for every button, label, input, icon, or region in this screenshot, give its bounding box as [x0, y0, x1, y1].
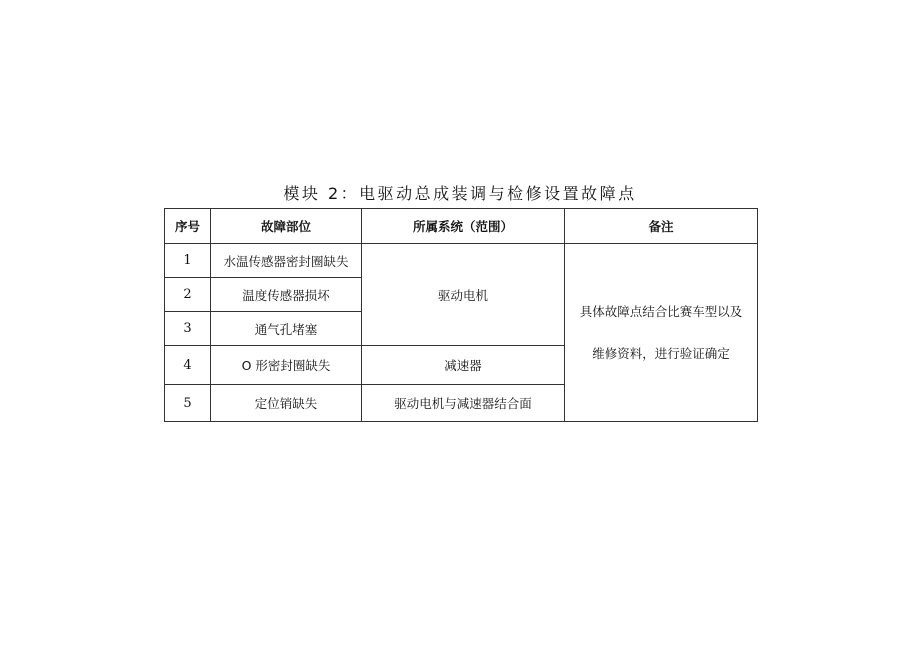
header-remarks: 备注 [565, 209, 758, 244]
row-number: 2 [165, 278, 211, 312]
document-title: 模块 2：电驱动总成装调与检修设置故障点 [283, 184, 637, 203]
fault-location: 通气孔堵塞 [211, 312, 362, 346]
system-cell: 驱动电机 [362, 244, 565, 346]
fault-location: 水温传感器密封圈缺失 [211, 244, 362, 278]
remarks-cell [565, 244, 758, 422]
system-cell: 驱动电机与减速器结合面 [362, 385, 565, 422]
remarks-line: 维修资料，进行验证确定 [592, 345, 730, 361]
fault-location: 定位销缺失 [211, 385, 362, 422]
row-number: 3 [165, 312, 211, 346]
row-number: 5 [165, 385, 211, 422]
fault-location: 温度传感器损坏 [211, 278, 362, 312]
header-serial: 序号 [165, 209, 211, 244]
remarks-line: 具体故障点结合比赛车型以及 [579, 303, 743, 319]
system-cell: 减速器 [362, 346, 565, 385]
fault-location: O 形密封圈缺失 [211, 346, 362, 385]
row-number: 1 [165, 244, 211, 278]
table-header-row [165, 209, 758, 244]
row-number: 4 [165, 346, 211, 385]
fault-points-table [164, 208, 758, 422]
table-row [165, 244, 758, 278]
header-system: 所属系统（范围） [362, 209, 565, 244]
header-fault-location: 故障部位 [211, 209, 362, 244]
